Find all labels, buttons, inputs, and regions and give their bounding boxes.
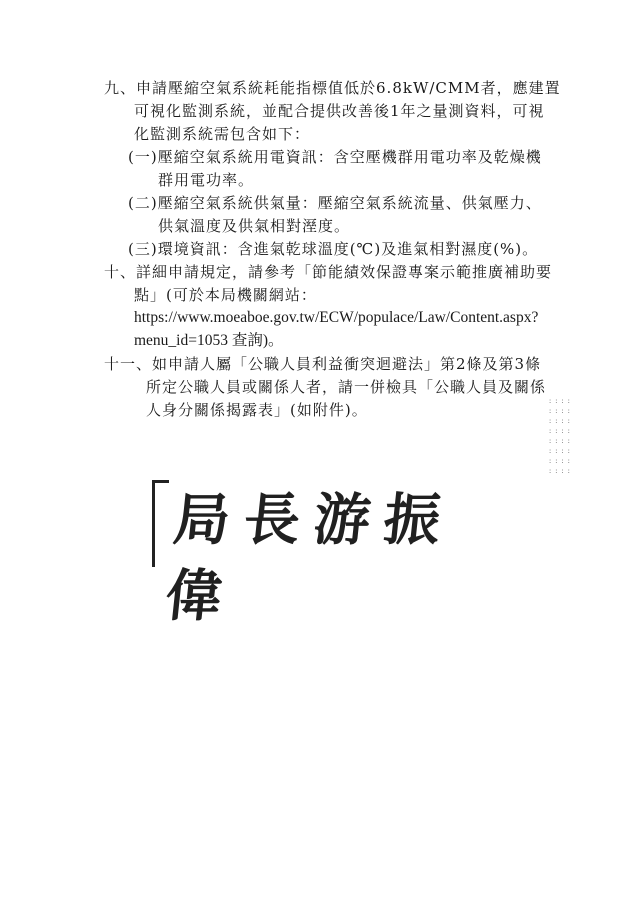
item-eleven-line-1: 十一、如申請人屬「公職人員利益衝突迴避法」第2條及第3條 xyxy=(104,355,542,373)
sub-item-three-line-1: (三)環境資訊：含進氣乾球溫度(℃)及進氣相對濕度(%)。 xyxy=(128,240,539,258)
item-ten-line-2: 點」(可於本局機關網站： xyxy=(134,286,317,304)
director-signature-seal xyxy=(152,480,502,629)
binding-margin-marks: :::: :::: :::: :::: :::: :::: :::: :::: xyxy=(548,397,573,475)
director-signature: 局長游振偉 xyxy=(162,487,458,629)
item-ten-line-1: 十、詳細申請規定，請參考「節能績效保證專案示範推廣補助要 xyxy=(104,263,553,281)
sub-item-two-line-1: (二)壓縮空氣系統供氣量：壓縮空氣系統流量、供氣壓力、 xyxy=(128,194,542,212)
sub-item-one-line-1: (一)壓縮空氣系統用電資訊：含空壓機群用電功率及乾燥機 xyxy=(128,148,542,166)
item-ten-line-4: menu_id=1053 查詢)。 xyxy=(134,332,284,349)
sub-item-two-line-2: 供氣溫度及供氣相對溼度。 xyxy=(158,217,351,235)
item-nine-line-3: 化監測系統需包含如下： xyxy=(134,125,311,143)
item-nine-line-1: 九、申請壓縮空氣系統耗能指標值低於6.8kW/CMM者，應建置 xyxy=(104,79,561,97)
item-eleven-line-3: 人身分關係揭露表」(如附件)。 xyxy=(146,401,368,419)
seal-bracket xyxy=(152,480,169,567)
item-nine-line-2: 可視化監測系統，並配合提供改善後1年之量測資料，可視 xyxy=(134,102,545,120)
item-eleven-line-2: 所定公職人員或關係人者，請一併檢具「公職人員及關係 xyxy=(146,378,547,396)
sub-item-one-line-2: 群用電功率。 xyxy=(158,171,255,189)
website-url[interactable]: https://www.moeaboe.gov.tw/ECW/populace/Law/Content.aspx? xyxy=(134,309,539,326)
